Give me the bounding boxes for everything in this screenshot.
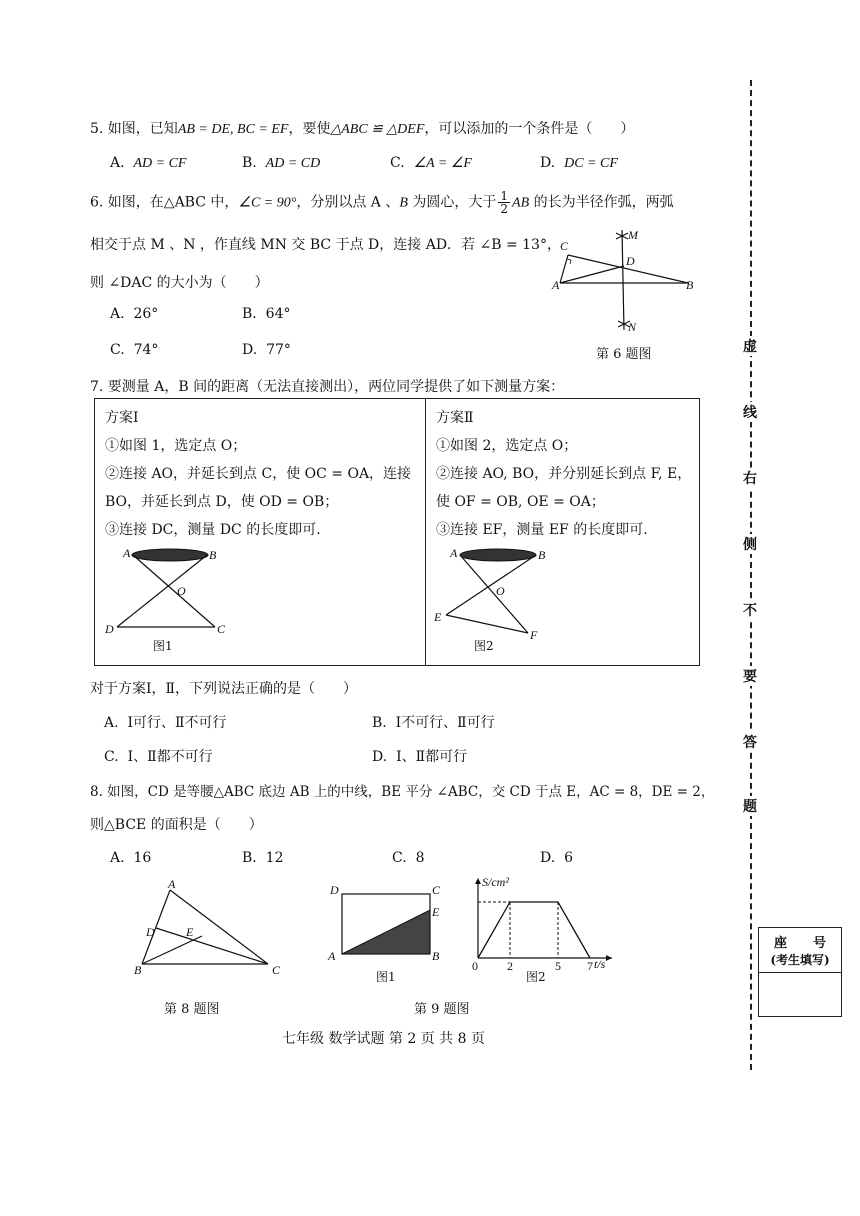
q9-point-a: A (328, 949, 336, 963)
scheme1-line-1: ①如图 1，选定点 O； (105, 438, 247, 454)
q9-point-d: D (330, 883, 339, 897)
right-angle-mark (567, 259, 571, 264)
q5-option-b: B. AD = CD (242, 155, 321, 171)
scheme2-line-2: ②连接 AO, BO，并分别延长到点 F, E， (436, 466, 692, 482)
q7-option-b: B. Ⅰ不可行、Ⅱ可行 (372, 715, 495, 731)
segment-bd (117, 555, 207, 627)
q9-fig1 (326, 880, 446, 970)
page-footer: 七年级 数学试题 第 2 页 共 8 页 (282, 1031, 485, 1047)
q6-fraction: $\frac{1}{2}$ (500, 189, 509, 216)
q8-point-b: B (134, 963, 142, 977)
point-b-label: B (686, 278, 694, 292)
q7-question: 对于方案Ⅰ，Ⅱ，下列说法正确的是（ ） (90, 681, 358, 697)
s1-point-a: A (123, 546, 131, 560)
x-axis-label: t/s (594, 957, 606, 971)
q7-option-c: C. Ⅰ、Ⅱ都不可行 (104, 749, 213, 765)
s2-point-a: A (450, 546, 458, 560)
segment-ac (170, 890, 268, 964)
q8-point-a: A (168, 877, 176, 891)
s1-point-c: C (217, 622, 226, 636)
point-m-label: M (628, 228, 638, 242)
q9-point-e: E (432, 905, 440, 919)
q6-stem-line2: 相交于点 M 、N ，作直线 MN 交 BC 于点 D，连接 AD．若 ∠B = 13°， (90, 237, 561, 253)
side-char-4: 侧 (740, 534, 760, 554)
q7-stem: 7. 要测量 A，B 间的距离（无法直接测出），两位同学提供了如下测量方案： (90, 379, 565, 395)
scheme2-line-4: ③连接 EF，测量 EF 的长度即可. (436, 522, 648, 538)
s2-point-b: B (538, 548, 546, 562)
s2-point-e: E (434, 610, 442, 624)
q9-point-b: B (432, 949, 440, 963)
scheme1-title: 方案Ⅰ (105, 410, 139, 426)
side-char-8: 题 (740, 796, 760, 816)
side-char-1: 虚 (740, 336, 760, 356)
tick-7: 7 (587, 959, 593, 973)
point-d-label: D (626, 254, 635, 268)
seat-number-field[interactable] (759, 974, 841, 1016)
tick-2: 2 (507, 959, 513, 973)
q8-option-b: B. 12 (242, 850, 284, 866)
segment-be (446, 555, 536, 615)
scheme1-figure-label: 图1 (153, 639, 173, 653)
q8-point-e: E (186, 925, 194, 939)
shaded-triangle (342, 910, 430, 954)
q9-fig1-label: 图1 (376, 970, 396, 984)
q9-fig2-graph (466, 872, 626, 972)
side-char-3: 右 (740, 468, 760, 488)
q6-stem-line1: 6. 如图，在△ABC 中，∠C = 90°，分别以点 A 、B 为圆心，大于 $\frac{1}{2}$ AB 的长为半径作弧，两弧 (90, 189, 674, 216)
line-mn (622, 230, 624, 330)
q7-scheme2-cell (426, 399, 699, 665)
q7-option-d: D. Ⅰ、Ⅱ都可行 (372, 749, 468, 765)
s2-point-f: F (530, 628, 538, 642)
s1-point-b: B (209, 548, 217, 562)
side-char-6: 要 (740, 666, 760, 686)
s1-point-o: O (177, 584, 186, 598)
side-char-5: 不 (740, 600, 760, 620)
q8-figure-caption: 第 8 题图 (164, 1002, 220, 1017)
scheme2-figure (434, 543, 564, 643)
scheme1-line-3: BO，并延长到点 D，使 OD = OB； (105, 494, 339, 510)
q6-figure (550, 225, 700, 340)
point-n-label: N (628, 320, 637, 334)
segment-cd (156, 928, 268, 964)
scheme2-figure-label: 图2 (474, 639, 494, 653)
q8-figure (130, 877, 290, 980)
scheme2-line-3: 使 OF = OB, OE = OA； (436, 494, 605, 510)
s2-point-o: O (496, 584, 505, 598)
q8-stem-line1: 8. 如图，CD 是等腰△ABC 底边 AB 上的中线，BE 平分 ∠ABC，交 CD 于点 E，AC = 8，DE = 2， (90, 784, 715, 800)
q5-option-a: A. AD = CF (110, 155, 187, 171)
q8-option-c: C. 8 (392, 850, 425, 866)
q6-option-d: D. 77° (242, 342, 291, 358)
cut-line (750, 80, 752, 1070)
scheme2-line-1: ①如图 2，选定点 O； (436, 438, 578, 454)
q7-scheme-table (94, 398, 700, 666)
seat-header (759, 928, 841, 973)
q8-stem-line2: 则△BCE 的面积是（ ） (90, 817, 263, 833)
seat-number-box (758, 927, 842, 1017)
tick-0: 0 (472, 959, 478, 973)
q8-point-d: D (146, 925, 155, 939)
q7-scheme1-cell (95, 399, 426, 665)
tick-5: 5 (555, 959, 561, 973)
side-char-7: 答 (740, 732, 760, 752)
y-axis-arrow (475, 878, 481, 884)
q6-option-b: B. 64° (242, 306, 291, 322)
seat-subtitle: (考生填写) (770, 953, 830, 967)
pond-shape-2 (460, 549, 536, 561)
point-a-label: A (552, 278, 560, 292)
point-c-label: C (560, 239, 569, 253)
q9-fig2-label: 图2 (526, 970, 546, 984)
segment-ca (560, 255, 568, 283)
q9-point-c: C (432, 883, 441, 897)
q8-option-d: D. 6 (540, 850, 574, 866)
q6-option-c: C. 74° (110, 342, 159, 358)
scheme2-title: 方案Ⅱ (436, 410, 474, 426)
q9-figure-caption: 第 9 题图 (414, 1002, 470, 1017)
side-char-2: 线 (740, 402, 760, 422)
q7-option-a: A. Ⅰ可行、Ⅱ不可行 (104, 715, 227, 731)
q6-option-a: A. 26° (110, 306, 159, 322)
q8-option-a: A. 16 (110, 850, 152, 866)
q6-figure-caption: 第 6 题图 (596, 347, 652, 362)
y-axis-label: S/cm² (482, 875, 509, 889)
seat-title: 座 号 (773, 936, 826, 951)
q8-point-c: C (272, 963, 281, 977)
q6-stem-line3: 则 ∠DAC 的大小为（ ） (90, 275, 269, 291)
scheme1-line-2: ②连接 AO，并延长到点 C，使 OC = OA，连接 (105, 466, 412, 482)
x-axis-arrow (606, 955, 612, 961)
segment-ad (560, 266, 624, 283)
scheme1-line-4: ③连接 DC，测量 DC 的长度即可. (105, 522, 321, 538)
scheme1-figure (105, 543, 235, 638)
segment-ef (446, 615, 528, 633)
q5-stem: 5. 如图，已知AB = DE, BC = EF，要使△ABC ≌ △DEF，可以添加的一个条件是（ ） (90, 121, 635, 137)
area-curve (478, 902, 590, 958)
s1-point-d: D (105, 622, 114, 636)
q5-option-c: C. ∠A = ∠F (390, 155, 472, 171)
segment-ac (133, 555, 215, 627)
q5-option-d: D. DC = CF (540, 155, 618, 171)
pond-shape (132, 549, 208, 561)
